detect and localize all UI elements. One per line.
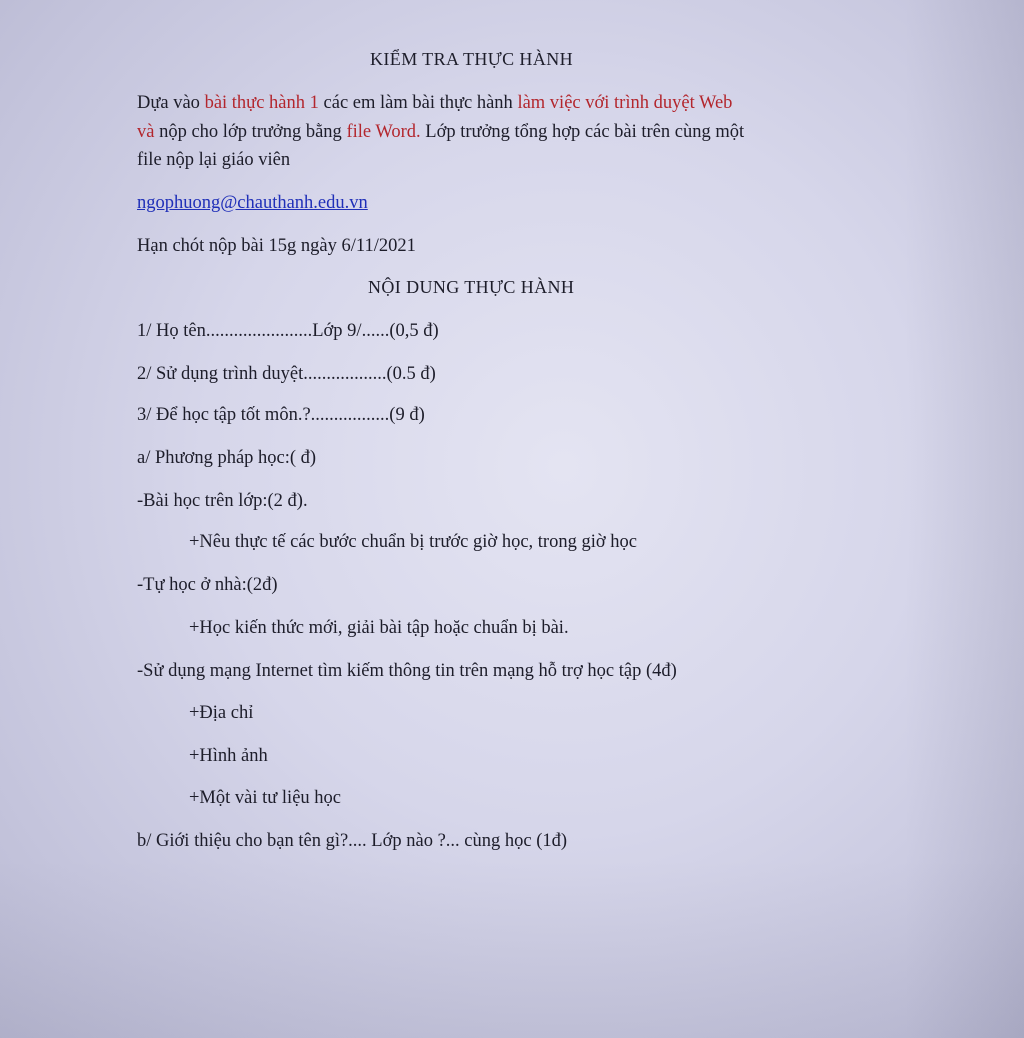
email-line <box>137 192 368 214</box>
intro-highlight-lesson: bài thực hành 1 <box>204 93 319 113</box>
internet-detail-address: +Địa chỉ <box>189 703 254 723</box>
internet-detail-image: +Hình ảnh <box>189 746 268 766</box>
class-study-item: -Bài học trên lớp:(2 đ). <box>137 491 308 511</box>
intro-line-2 <box>137 121 744 143</box>
page-shadow-right <box>904 0 1024 1038</box>
question-2: 2/ Sử dụng trình duyệt..................(0.5 đ) <box>137 364 436 384</box>
intro-line-1 <box>137 92 732 114</box>
page-shadow-bottom <box>0 858 1024 1038</box>
deadline-text: Hạn chót nộp bài 15g ngày 6/11/2021 <box>137 236 416 256</box>
question-1: 1/ Họ tên.......................Lớp 9/......(0,5 đ) <box>137 321 439 341</box>
intro-text: các em làm bài thực hành <box>318 93 518 113</box>
intro-highlight-word-file: file Word. <box>346 122 421 142</box>
internet-item: -Sử dụng mạng Internet tìm kiếm thông tin trên mạng hỗ trợ học tập (4đ) <box>137 661 677 681</box>
intro-line-3: file nộp lại giáo viên <box>137 150 291 170</box>
class-study-detail: +Nêu thực tế các bước chuẩn bị trước giờ học, trong giờ học <box>189 532 637 552</box>
intro-highlight-browser: làm việc với trình duyệt Web <box>517 93 733 113</box>
question-3: 3/ Để học tập tốt môn.?.................(9 đ) <box>137 405 425 425</box>
intro-text: Lớp trưởng tổng hợp các bài trên cùng một <box>420 122 745 142</box>
intro-highlight-and: và <box>137 122 155 142</box>
intro-text: Dựa vào <box>137 93 205 113</box>
self-study-detail: +Học kiến thức mới, giải bài tập hoặc chuẩn bị bài. <box>189 618 569 638</box>
sub-question-b: b/ Giới thiệu cho bạn tên gì?.... Lớp nào ?... cùng học (1đ) <box>137 831 568 851</box>
section-title: NỘI DUNG THỰC HÀNH <box>368 277 575 297</box>
email-link[interactable]: ngophuong@chauthanh.edu.vn <box>137 193 368 213</box>
self-study-item: -Tự học ở nhà:(2đ) <box>137 575 278 595</box>
intro-text: nộp cho lớp trưởng bằng <box>154 122 347 142</box>
document-title: KIỂM TRA THỰC HÀNH <box>370 49 574 69</box>
sub-question-a: a/ Phương pháp học:( đ) <box>137 448 317 468</box>
internet-detail-materials: +Một vài tư liệu học <box>189 788 341 808</box>
